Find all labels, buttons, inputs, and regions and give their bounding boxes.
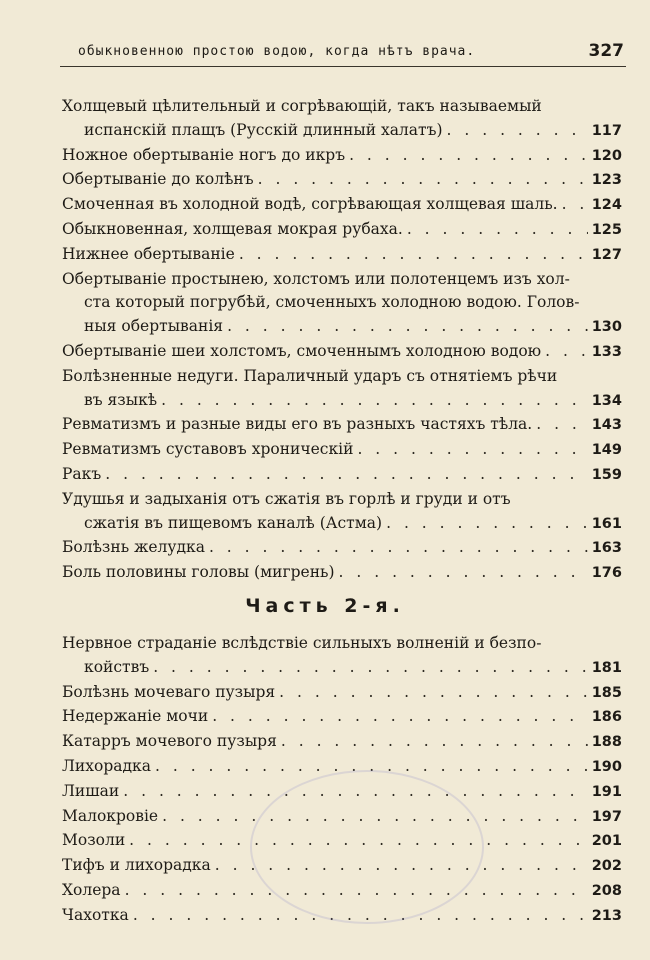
dot-leader — [105, 463, 587, 487]
toc-entry-line — [62, 656, 622, 681]
toc-entry-text: Болѣзнь мочеваго пузыря — [62, 682, 276, 701]
toc-page-number: 149 — [591, 442, 622, 459]
toc-entry-line — [62, 389, 622, 414]
toc-entry-text: сжатія въ пищевомъ каналѣ (Астма) — [84, 513, 383, 532]
dot-leader — [161, 389, 588, 413]
toc-entry-text: Ревматизмъ и разные виды его въ разныхъ частяхъ тѣла. — [62, 415, 533, 434]
toc-entry — [62, 904, 622, 929]
toc-entry-line — [62, 340, 622, 365]
toc-entry — [62, 168, 622, 193]
toc-entry-text: въ языкѣ — [84, 390, 158, 409]
dot-leader — [155, 755, 588, 779]
toc-entry — [62, 854, 622, 879]
toc-entry — [62, 879, 622, 904]
dot-leader — [133, 904, 588, 928]
dot-leader — [339, 561, 588, 585]
toc-entry-text: Ножное обертываніе ногъ до икръ — [62, 145, 346, 164]
toc-entry-text: Лихорадка — [62, 756, 151, 775]
toc-entry-text: испанскій плащъ (Русскій длинный халатъ) — [84, 120, 443, 139]
contents-list-part1 — [62, 95, 622, 586]
dot-leader — [212, 705, 588, 729]
toc-entry-line — [62, 218, 622, 243]
dot-leader — [279, 681, 588, 705]
dot-leader — [125, 879, 588, 903]
toc-page-number: 143 — [591, 417, 622, 434]
toc-entry-line — [62, 561, 622, 586]
toc-entry — [62, 681, 622, 706]
toc-page-number: 188 — [591, 734, 622, 751]
toc-entry-text: койствъ — [84, 657, 150, 676]
toc-entry-text: ста который погрубѣй, смоченныхъ холодною водою. Голов- — [84, 293, 580, 312]
dot-leader — [123, 780, 587, 804]
dot-leader — [349, 144, 588, 168]
toc-entry — [62, 218, 622, 243]
toc-entry-line — [62, 193, 622, 218]
toc-entry — [62, 829, 622, 854]
toc-entry — [62, 340, 622, 365]
toc-entry — [62, 632, 622, 681]
toc-entry — [62, 463, 622, 488]
toc-entry — [62, 755, 622, 780]
toc-entry-line — [62, 780, 622, 805]
page-header — [60, 42, 626, 67]
toc-entry-text: Обертываніе простынею, холстомъ или полотенцемъ изъ хол- — [62, 269, 570, 288]
dot-leader — [162, 805, 588, 829]
toc-entry-line — [62, 730, 622, 755]
toc-entry — [62, 488, 622, 537]
page-number: 327 — [588, 41, 624, 61]
toc-entry-text: Ревматизмъ суставовъ хроническій — [62, 440, 354, 459]
toc-entry-line — [62, 463, 622, 488]
toc-entry-line — [62, 512, 622, 537]
toc-entry-text: Болѣзненные недуги. Параличный ударъ съ отнятіемъ рѣчи — [62, 366, 558, 385]
toc-entry — [62, 243, 622, 268]
dot-leader — [215, 854, 588, 878]
toc-entry-line — [62, 438, 622, 463]
dot-leader — [407, 218, 588, 242]
toc-entry-text: Чахотка — [62, 905, 129, 924]
toc-entry — [62, 193, 622, 218]
toc-entry-text: Холщевый цѣлительный и согрѣвающій, такъ называемый — [62, 97, 542, 115]
toc-page-number: 213 — [591, 907, 622, 924]
toc-entry-text: Смоченная въ холодной водѣ, согрѣвающая холщевая шаль. — [62, 195, 558, 214]
toc-page-number: 191 — [591, 783, 622, 800]
toc-entry — [62, 413, 622, 438]
toc-page-number: 197 — [591, 808, 622, 825]
toc-entry-line — [62, 315, 622, 340]
dot-leader — [227, 315, 588, 339]
toc-entry-line — [62, 168, 622, 193]
toc-entry-text: Ракъ — [62, 464, 102, 483]
toc-entry — [62, 561, 622, 586]
dot-leader — [258, 168, 588, 192]
toc-entry — [62, 144, 622, 169]
toc-page-number: 163 — [591, 540, 622, 557]
toc-page-number: 117 — [591, 122, 622, 139]
toc-page-number: 124 — [591, 197, 622, 214]
dot-leader — [239, 243, 588, 267]
toc-entry-line — [62, 755, 622, 780]
toc-entry — [62, 365, 622, 414]
toc-page-number: 120 — [591, 147, 622, 164]
dot-leader — [281, 730, 588, 754]
toc-entry — [62, 536, 622, 561]
toc-entry — [62, 95, 622, 144]
toc-entry-line — [62, 705, 622, 730]
toc-entry-text: Тифъ и лихорадка — [62, 856, 211, 875]
toc-page-number: 201 — [591, 833, 622, 850]
toc-entry-line — [62, 829, 622, 854]
toc-entry-text: Нервное страданіе вслѣдствіе сильныхъ волненій и безпо- — [62, 634, 542, 652]
toc-entry-text: Удушья и задыханія отъ сжатія въ горлѣ и груди и отъ — [62, 489, 511, 508]
toc-page-number: 123 — [591, 172, 622, 189]
dot-leader — [536, 413, 588, 437]
toc-entry — [62, 805, 622, 830]
dot-leader — [209, 536, 588, 560]
toc-page-number: 159 — [591, 466, 622, 483]
toc-page-number: 176 — [591, 565, 622, 582]
toc-entry — [62, 705, 622, 730]
toc-entry-line — [62, 879, 622, 904]
toc-page-number: 190 — [591, 758, 622, 775]
toc-entry-text: Обыкновенная, холщевая мокрая рубаха. — [62, 219, 403, 238]
toc-page-number: 208 — [591, 882, 622, 899]
toc-page-number: 181 — [591, 659, 622, 676]
toc-entry-text: Малокровіе — [62, 806, 159, 825]
running-head: обыкновенною простою водою, когда нѣтъ врача. — [78, 44, 476, 59]
dot-leader — [129, 829, 588, 853]
toc-page-number: 186 — [591, 709, 622, 726]
toc-entry-line — [62, 805, 622, 830]
toc-entry — [62, 730, 622, 755]
toc-entry-line — [62, 413, 622, 438]
toc-entry-text: Обертываніе до колѣнъ — [62, 170, 254, 189]
toc-entry-text: Лишаи — [62, 781, 120, 800]
dot-leader — [447, 119, 588, 143]
toc-entry-text: Недержаніе мочи — [62, 707, 209, 726]
part-2-heading: Часть 2-я. — [245, 595, 405, 617]
toc-page-number: 125 — [591, 221, 622, 238]
toc-page-number: 127 — [591, 246, 622, 263]
contents-list-part2 — [62, 632, 622, 929]
toc-entry-text: Боль половины головы (мигрень) — [62, 563, 335, 582]
dot-leader — [386, 512, 588, 536]
toc-entry — [62, 780, 622, 805]
toc-entry-line — [62, 904, 622, 929]
toc-entry-line — [62, 854, 622, 879]
toc-entry — [62, 268, 622, 340]
toc-page-number: 185 — [591, 684, 622, 701]
toc-page-number: 202 — [591, 858, 622, 875]
dot-leader — [153, 656, 588, 680]
toc-page-number: 130 — [591, 319, 622, 336]
toc-entry-text: Обертываніе шеи холстомъ, смоченнымъ холодною водою — [62, 341, 542, 360]
toc-page-number: 134 — [591, 392, 622, 409]
toc-entry — [62, 438, 622, 463]
toc-page-number: 161 — [591, 515, 622, 532]
toc-entry-text: Мозоли — [62, 831, 126, 850]
toc-page-number: 133 — [591, 343, 622, 360]
dot-leader — [562, 193, 588, 217]
toc-entry-text: Нижнее обертываніе — [62, 244, 235, 263]
toc-entry-line — [62, 243, 622, 268]
toc-entry-line — [62, 681, 622, 706]
toc-entry-text: Холера — [62, 880, 121, 899]
toc-entry-line — [62, 536, 622, 561]
toc-entry-text: Болѣзнь желудка — [62, 538, 205, 557]
toc-entry-text: ныя обертыванія — [84, 317, 224, 336]
dot-leader — [545, 340, 588, 364]
toc-entry-line — [62, 119, 622, 144]
dot-leader — [357, 438, 587, 462]
toc-entry-line — [62, 144, 622, 169]
toc-entry-text: Катарръ мочевого пузыря — [62, 732, 277, 751]
